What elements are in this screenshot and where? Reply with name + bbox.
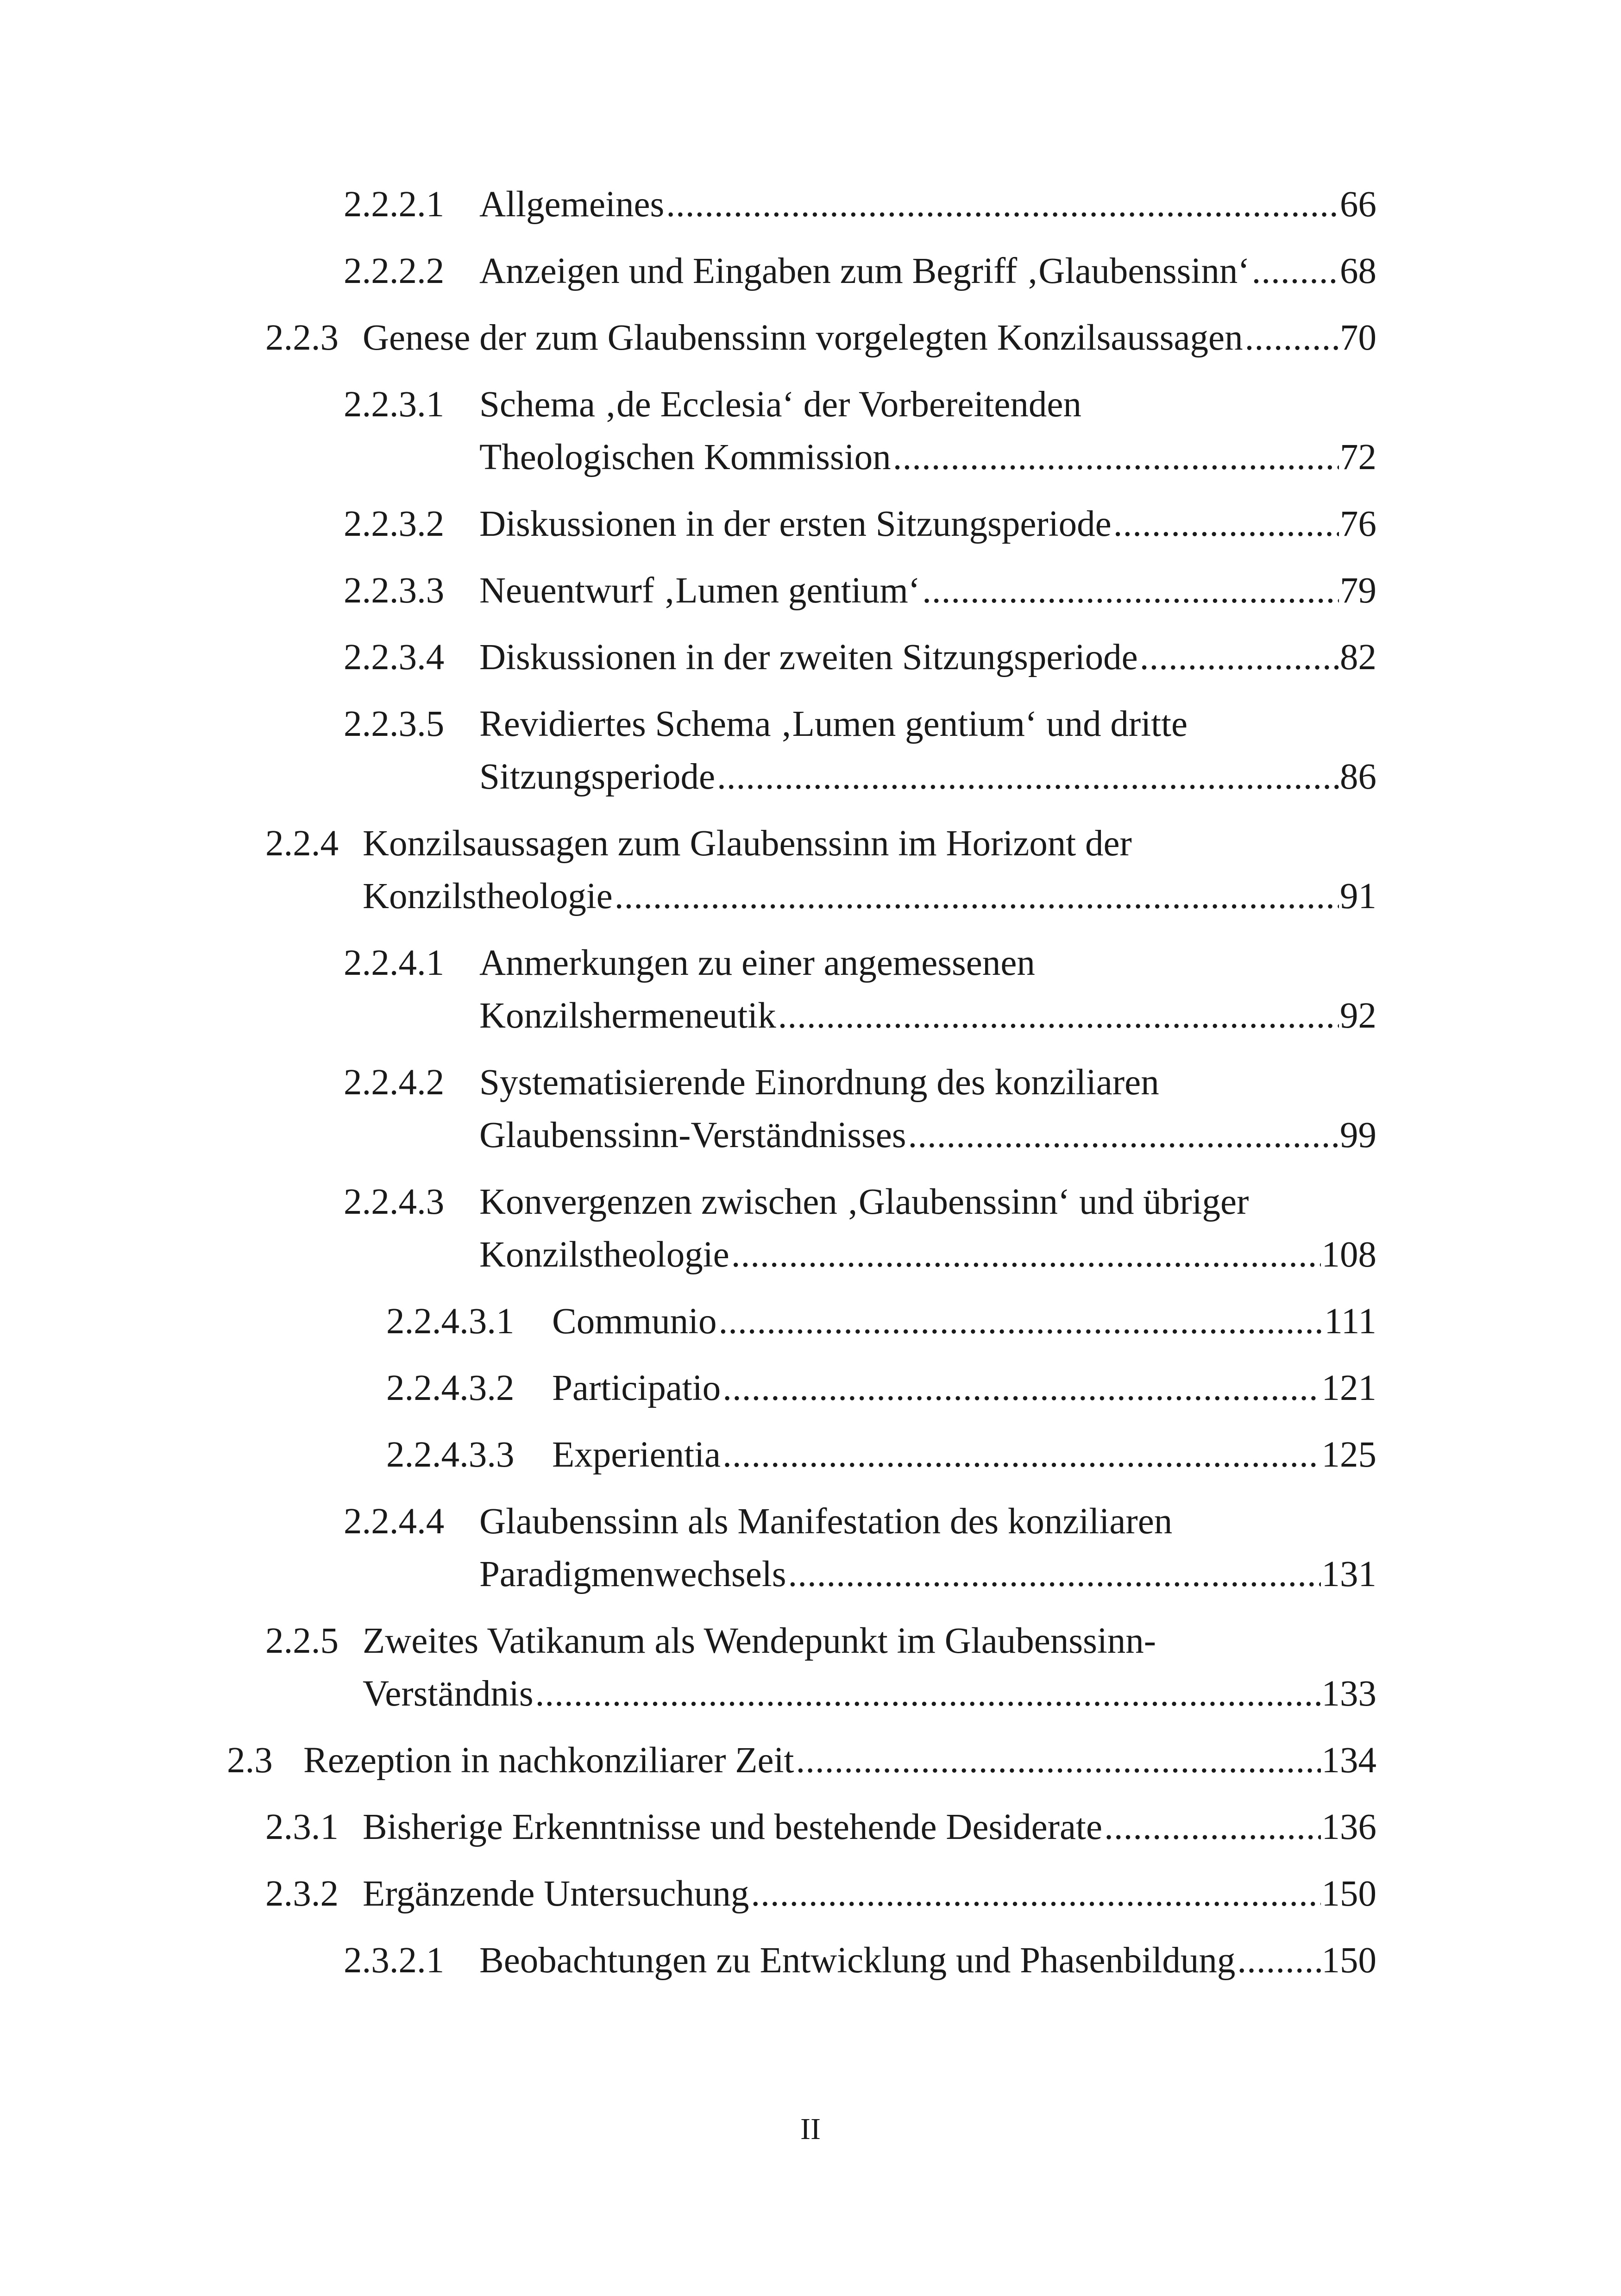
toc-entry	[0, 698, 1621, 817]
dot-leader	[717, 751, 1339, 803]
toc-entry-number: 2.2.3	[265, 318, 339, 358]
toc-entry-title-line: Experientia	[552, 1435, 721, 1475]
toc-entry-number: 2.2.4.3.2	[386, 1368, 515, 1408]
toc-entry-page: 136	[1321, 1807, 1376, 1847]
toc-entry-number: 2.2.2.2	[344, 251, 445, 291]
toc-entry-number: 2.3	[227, 1740, 273, 1781]
toc-entry-title-line: Diskussionen in der zweiten Sitzungsperiode	[479, 637, 1138, 678]
dot-leader	[908, 1109, 1339, 1162]
toc-entry-title-line: Communio	[552, 1301, 717, 1342]
toc-entry-title	[479, 631, 1376, 684]
toc-entry-title	[363, 817, 1376, 923]
toc-entry-number: 2.2.3.5	[344, 704, 445, 744]
toc-entry	[0, 312, 1621, 378]
toc-entry-number: 2.2.5	[265, 1621, 339, 1661]
toc-entry-page: 131	[1321, 1554, 1376, 1594]
toc-entry-title	[479, 378, 1376, 484]
dot-leader	[723, 1429, 1320, 1481]
toc-entry-number: 2.2.4.3	[344, 1182, 445, 1222]
toc-entry	[0, 1868, 1621, 1934]
toc-entry-title-line: Beobachtungen zu Entwicklung und Phasenbildung	[479, 1940, 1236, 1981]
toc-entry-title-line: Neuentwurf ‚Lumen gentium‘	[479, 571, 921, 611]
toc-entry-title-line: Allgemeines	[479, 184, 665, 225]
toc-entry-page: 111	[1324, 1301, 1376, 1342]
toc-entry-title	[363, 312, 1376, 364]
dot-leader	[796, 1734, 1320, 1787]
toc-entry-title-line: Anzeigen und Eingaben zum Begriff ‚Glaubenssinn‘	[479, 251, 1250, 291]
toc-entry-title	[479, 1495, 1376, 1601]
toc-entry-number: 2.2.3.1	[344, 384, 445, 425]
page-number: II	[800, 2112, 821, 2146]
toc-entry	[0, 178, 1621, 245]
toc-entry-title-line: Konzilshermeneutik	[479, 996, 776, 1036]
toc-entry-number: 2.3.1	[265, 1807, 339, 1847]
toc-entry-title-line: Participatio	[552, 1368, 721, 1408]
toc-entry-title	[479, 245, 1376, 298]
toc-entry-title-line: Theologischen Kommission	[479, 437, 891, 477]
toc-entry-title-line: Glaubenssinn-Verständnisses	[479, 1115, 906, 1155]
toc-entry-title-line: Konzilsaussagen zum Glaubenssinn im Horizont der	[363, 823, 1132, 864]
toc-entry-title-line: Verständnis	[363, 1674, 534, 1714]
toc-entry-title	[552, 1362, 1376, 1415]
toc-entry-title-line: Ergänzende Untersuchung	[363, 1874, 749, 1914]
dot-leader	[731, 1229, 1321, 1281]
dot-leader	[723, 1362, 1320, 1415]
toc-entry-number: 2.2.4.3.3	[386, 1435, 515, 1475]
toc-entry-title	[479, 1176, 1376, 1281]
toc-entry-number: 2.2.3.4	[344, 637, 445, 678]
toc-entry	[0, 1934, 1621, 2001]
toc-entry-page: 108	[1321, 1235, 1376, 1275]
toc-entry-title-line: Zweites Vatikanum als Wendepunkt im Glaubenssinn-	[363, 1621, 1156, 1661]
toc-entry-title-line: Konvergenzen zwischen ‚Glaubenssinn‘ und übriger	[479, 1182, 1249, 1222]
toc-entry-title-line: Glaubenssinn als Manifestation des konziliaren	[479, 1501, 1173, 1542]
toc-entry	[0, 378, 1621, 498]
toc-entry-page: 91	[1340, 876, 1376, 916]
toc-entry-page: 68	[1340, 251, 1376, 291]
toc-entry-page: 125	[1321, 1435, 1376, 1475]
toc-entry	[0, 1295, 1621, 1362]
toc-entry-page: 134	[1321, 1740, 1376, 1781]
toc-entry	[0, 631, 1621, 698]
toc-entry	[0, 498, 1621, 565]
toc-entry-title-line: Sitzungsperiode	[479, 757, 716, 797]
toc-entry-number: 2.2.4.1	[344, 943, 445, 983]
toc-entry	[0, 1429, 1621, 1495]
toc-entry-title-line: Genese der zum Glaubenssinn vorgelegten Konzilsaussagen	[363, 318, 1243, 358]
dot-leader	[1237, 1934, 1320, 1987]
toc-entry-title-line: Rezeption in nachkonziliarer Zeit	[303, 1740, 794, 1781]
dot-leader	[719, 1295, 1324, 1348]
dot-leader	[922, 565, 1339, 617]
dot-leader	[893, 431, 1339, 484]
toc-entry-title-line: Bisherige Erkenntnisse und bestehende Desiderate	[363, 1807, 1103, 1847]
toc-entry	[0, 1056, 1621, 1176]
toc-entry-title-line: Paradigmenwechsels	[479, 1554, 786, 1594]
toc-entry-title-line: Revidiertes Schema ‚Lumen gentium‘ und dritte	[479, 704, 1188, 744]
toc-entry-page: 121	[1321, 1368, 1376, 1408]
toc-entry-title	[552, 1295, 1376, 1348]
toc-entry-number: 2.3.2	[265, 1874, 339, 1914]
toc-entry	[0, 1734, 1621, 1801]
dot-leader	[535, 1668, 1321, 1720]
toc-entry-number: 2.2.4.3.1	[386, 1301, 515, 1342]
toc-entry-title	[363, 1868, 1376, 1920]
toc-entry-title-line: Konzilstheologie	[479, 1235, 729, 1275]
toc-entry-title-line: Systematisierende Einordnung des konziliaren	[479, 1062, 1159, 1103]
toc-entry-title	[363, 1801, 1376, 1854]
toc-entry	[0, 245, 1621, 312]
toc-entry-title	[479, 937, 1376, 1042]
dot-leader	[1140, 631, 1339, 684]
toc-entry	[0, 937, 1621, 1056]
toc-entry-page: 92	[1340, 996, 1376, 1036]
toc-entry	[0, 1801, 1621, 1868]
toc-entry-page: 99	[1340, 1115, 1376, 1155]
toc-entry-page: 72	[1340, 437, 1376, 477]
toc-entry-title	[303, 1734, 1376, 1787]
toc-entry-title	[479, 565, 1376, 617]
toc-entry	[0, 1176, 1621, 1295]
toc-entry-number: 2.2.3.2	[344, 504, 445, 544]
toc-entry-number: 2.2.3.3	[344, 571, 445, 611]
toc-entry	[0, 565, 1621, 631]
toc-entry	[0, 1362, 1621, 1429]
toc-entry-title-line: Diskussionen in der ersten Sitzungsperiode	[479, 504, 1112, 544]
toc-entry-title	[479, 1056, 1376, 1162]
toc-entry-title-line: Anmerkungen zu einer angemessenen	[479, 943, 1035, 983]
dot-leader	[1113, 498, 1339, 551]
dot-leader	[751, 1868, 1320, 1920]
toc-entry-title	[479, 698, 1376, 803]
dot-leader	[788, 1548, 1321, 1601]
toc-entry-title-line: Konzilstheologie	[363, 876, 613, 916]
toc-entry-title	[479, 498, 1376, 551]
toc-entry-page: 76	[1340, 504, 1376, 544]
toc-entry-page: 150	[1321, 1874, 1376, 1914]
table-of-contents	[0, 178, 1621, 2001]
toc-entry	[0, 1495, 1621, 1615]
toc-entry-title	[479, 178, 1376, 231]
toc-entry-title	[363, 1615, 1376, 1720]
toc-entry-title	[552, 1429, 1376, 1481]
toc-entry-page: 66	[1340, 184, 1376, 225]
toc-entry-page: 82	[1340, 637, 1376, 678]
toc-entry	[0, 817, 1621, 937]
toc-entry-page: 79	[1340, 571, 1376, 611]
toc-entry-page: 86	[1340, 757, 1376, 797]
toc-entry-title-line: Schema ‚de Ecclesia‘ der Vorbereitenden	[479, 384, 1081, 425]
dot-leader	[778, 990, 1339, 1042]
toc-entry	[0, 1615, 1621, 1734]
dot-leader	[1104, 1801, 1320, 1854]
toc-entry-page: 70	[1340, 318, 1376, 358]
toc-entry-number: 2.2.2.1	[344, 184, 445, 225]
toc-entry-number: 2.3.2.1	[344, 1940, 445, 1981]
toc-entry-page: 133	[1321, 1674, 1376, 1714]
toc-entry-number: 2.2.4	[265, 823, 339, 864]
dot-leader	[1252, 245, 1339, 298]
dot-leader	[666, 178, 1339, 231]
toc-entry-number: 2.2.4.4	[344, 1501, 445, 1542]
toc-entry-page: 150	[1321, 1940, 1376, 1981]
toc-entry-number: 2.2.4.2	[344, 1062, 445, 1103]
dot-leader	[615, 870, 1339, 923]
toc-entry-title	[479, 1934, 1376, 1987]
dot-leader	[1245, 312, 1339, 364]
